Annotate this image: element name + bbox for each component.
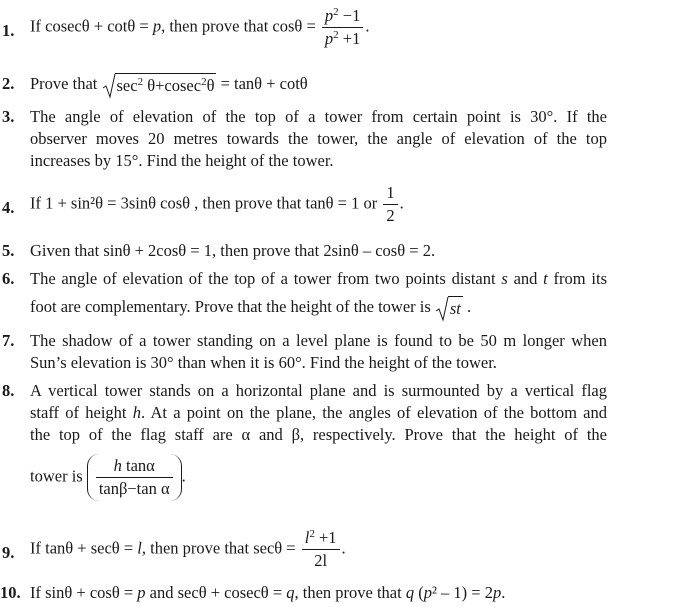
question-line: A vertical tower stands on a horizontal plane and is surmounted by a vertical flag	[30, 381, 607, 400]
square-root: st	[435, 296, 463, 320]
bracketed-fraction	[87, 454, 182, 501]
question-line: The angle of elevation of the top of a tower from certain point is 30°. If the	[30, 107, 607, 126]
question-8	[0, 380, 675, 510]
question-text: Given that sinθ + 2cosθ = 1, then prove that 2sinθ – cosθ = 2.	[30, 241, 436, 260]
question-line: the top of the flag staff are α and β, respectively. Prove that the height of the	[30, 425, 607, 444]
question-10	[0, 582, 675, 604]
question-line: The angle of elevation of the top of a tower from two points distant s and t from its	[30, 269, 607, 288]
fraction: $\frac{p^2 -1}{p^2 +1}$	[322, 8, 363, 47]
question-number: 9.	[2, 543, 15, 562]
question-9	[0, 528, 675, 574]
radical-sign-icon	[435, 296, 449, 322]
question-line: Sun’s elevation is 30° than when it is 60°. Find the height of the tower.	[30, 353, 497, 372]
fraction: $\frac{l^2 +1}{2l}$	[302, 530, 340, 569]
question-line: observer moves 20 metres towards the tower, the angle of elevation of the top	[30, 129, 607, 148]
question-number: 6.	[2, 269, 15, 288]
question-line: increases by 15°. Find the height of the tower.	[30, 151, 334, 170]
square-root: $\sec^2 \theta+cosec^2\theta$	[102, 73, 217, 97]
question-number: 4.	[2, 198, 15, 217]
question-text: If cosecθ + cotθ = p, then prove that cosθ = $\frac{p^2 -1}{p^2 +1}$ .	[30, 6, 370, 48]
question-6	[0, 268, 675, 320]
question-line: tower is $\frac{\text{h tanα}}{\text{tanβ−tan α}}$ .	[30, 454, 186, 501]
question-text: Prove that $\sec^2 \theta+cosec^2\theta = \tan\theta + \cot\theta$	[30, 73, 308, 97]
question-line: foot are complementary. Prove that the height of the tower is st .	[30, 296, 471, 320]
question-number: 8.	[2, 381, 15, 400]
question-number: 10.	[0, 583, 21, 602]
question-4	[0, 184, 675, 230]
question-7	[0, 330, 675, 374]
question-5	[0, 240, 675, 262]
question-2	[0, 70, 675, 98]
question-text: If tanθ + secθ = l, then prove that secθ = $\frac{l^2 +1}{2l}$ .	[30, 528, 346, 570]
question-number: 2.	[2, 74, 15, 93]
question-1	[0, 8, 675, 52]
question-text: If 1 + sin²θ = 3sinθ cosθ , then prove that tanθ = 1 or $\frac{1}{2}$ .	[30, 183, 404, 225]
fraction: $\frac{\text{h tanα}}{\text{tanβ−tan α}}$	[96, 458, 173, 497]
question-3	[0, 106, 675, 172]
question-number: 5.	[2, 241, 15, 260]
fraction: $\frac{1}{2}$	[383, 185, 397, 224]
question-number: 7.	[2, 331, 15, 350]
question-text: If sinθ + cosθ = p and secθ + cosecθ = q, then prove that q (p² – 1) = 2p.	[30, 583, 506, 602]
question-number: 3.	[2, 107, 15, 126]
question-line: staff of height h. At a point on the plane, the angles of elevation of the bottom and	[30, 403, 607, 422]
radical-sign-icon	[102, 73, 116, 99]
question-line: The shadow of a tower standing on a level plane is found to be 50 m longer when	[30, 331, 607, 350]
question-number: 1.	[2, 21, 15, 40]
